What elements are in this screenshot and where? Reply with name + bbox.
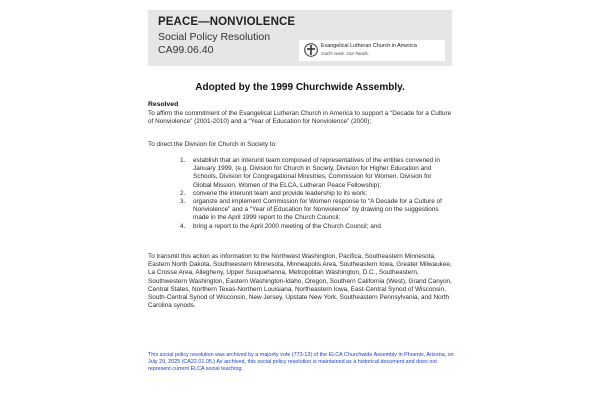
resolved-heading: Resolved (148, 101, 179, 108)
list-item-text: convene the interunit team and provide leadership to its work; (193, 189, 368, 197)
resolution-paragraph-2: To direct the Division for Church in Society to: (148, 141, 277, 148)
list-item-text: bring a report to the April 2000 meeting of the Church Council; and (193, 222, 381, 230)
adopted-heading: Adopted by the 1999 Churchwide Assembly. (195, 82, 405, 93)
directive-list (180, 157, 450, 231)
list-item-number: 3. (180, 198, 186, 206)
archive-notice: This social policy resolution was archived by a majority vote (773-13) of the ELCA Churchwide Assembly in Phoenix, Arizona, on July 29, 2025 (CA22.01.05.) As archived, this social policy resolution is maintained as a historical document and does not represent current ELCA social teaching. (148, 352, 454, 372)
list-item (180, 223, 450, 231)
list-item (180, 157, 450, 190)
elca-cross-logo-icon (304, 43, 318, 57)
document-subtitle: Social Policy Resolution (158, 31, 271, 43)
list-item-text: organize and implement Commission for Women response to “A Decade for a Culture of Nonviolence” and a “Year of Education for Nonviolence” by drawing on the suggestions made in the April 1999 report to the Church Council; (193, 198, 442, 222)
list-item (180, 198, 450, 223)
resolution-paragraph-1: To affirm the commitment of the Evangelical Lutheran Church in America to support a “Decade for a Culture of Nonviolence” (2001-2010) and a “Year of Education for Nonviolence” (2000); (148, 110, 452, 126)
logo-tagline: God's work. Our hands. (321, 51, 370, 56)
document-code: CA99.06.40 (158, 44, 214, 56)
document-header (148, 10, 452, 66)
resolution-paragraph-3: To transmit this action as information to the Northwest Washington, Pacifica, Southeastern Minnesota, Eastern North Dakota, Southwestern Minnesota, Minneapolis Area, Southeastern Iowa, Greater Milwaukee, La Crosse Area, Allegheny, Upper Susquehanna, Metropolitan Washington, D.C., Southeastern, Southwestern Washington, Eastern Washington-Idaho, Oregon, Southern California (West), Grand Canyon, Central States, Northern Texas-Northern Louisiana, Northeastern Iowa, East-Central Synod of Wisconsin, South-Central Synod of Wisconsin, New Jersey, Upstate New York, Southeastern Pennsylvania, and North Carolina synods. (148, 253, 452, 310)
logo-name: Evangelical Lutheran Church in America (321, 43, 417, 49)
list-item-number: 2. (180, 189, 186, 197)
list-item-number: 1. (180, 157, 186, 164)
document-title: PEACE—NONVIOLENCE (158, 16, 296, 28)
list-item (180, 190, 450, 198)
list-item-number: 4. (180, 222, 186, 230)
list-item-text: establish that an interunit team composed of representatives of the entities convened in January 1999, (e.g. Division for Church in Society, Division for Higher Education and Schools, Division for Congregational Ministries, Commission for Women, Division for Global Mission, Women of the ELCA, Lutheran Peace Fellowship); (193, 157, 440, 189)
elca-logo (299, 40, 445, 61)
